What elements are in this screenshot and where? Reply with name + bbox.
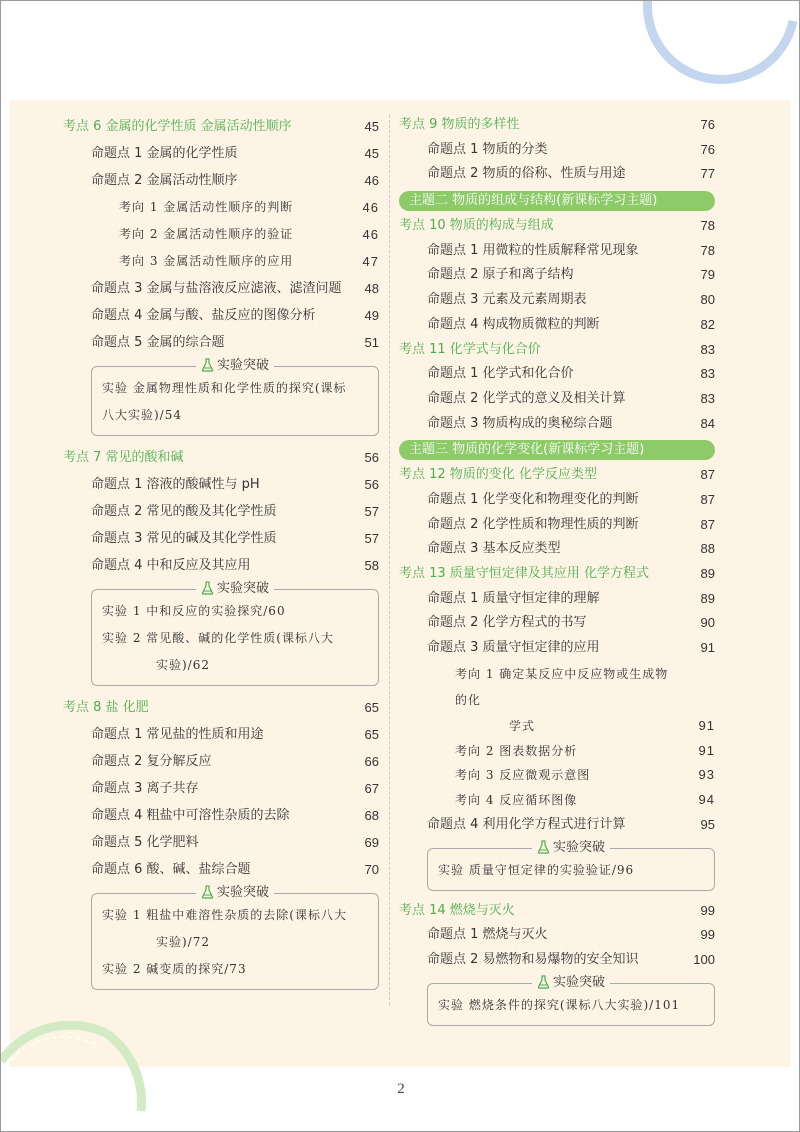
page-number-ref: 94 bbox=[698, 792, 715, 808]
toc-proposition-point-title: 命题点 2 易燃物和易爆物的安全知识 bbox=[427, 951, 639, 967]
experiment-box-title bbox=[532, 974, 610, 992]
experiment-box-title-text: 实验突破 bbox=[552, 839, 606, 855]
page-number-ref: 57 bbox=[364, 531, 379, 546]
page-number-ref: 65 bbox=[364, 700, 379, 715]
toc-proposition-point[interactable] bbox=[399, 636, 715, 661]
page-number-ref: 83 bbox=[700, 366, 715, 382]
toc-proposition-point-title: 命题点 3 质量守恒定律的应用 bbox=[427, 640, 600, 656]
toc-proposition-point-title: 命题点 1 用微粒的性质解释常见现象 bbox=[427, 242, 639, 258]
toc-proposition-point[interactable] bbox=[399, 611, 715, 636]
toc-proposition-point-title: 命题点 3 金属与盐溶液反应滤液、滤渣问题 bbox=[91, 281, 342, 296]
flask-icon bbox=[201, 581, 214, 595]
toc-right-column bbox=[399, 113, 715, 1034]
page-number-ref: 46 bbox=[362, 227, 379, 242]
toc-left-column bbox=[63, 113, 379, 998]
page-number-ref: 89 bbox=[700, 566, 715, 581]
toc-proposition-point[interactable] bbox=[399, 288, 715, 313]
page-number-ref: 58 bbox=[364, 558, 379, 573]
toc-proposition-point[interactable] bbox=[399, 923, 715, 948]
toc-direction-title: 考向 4 反应循环图像 bbox=[455, 793, 578, 808]
flask-icon bbox=[537, 840, 550, 854]
experiment-entry[interactable]: 实验 2 碱变质的探究/73 bbox=[102, 962, 247, 976]
page-number-ref: 45 bbox=[364, 146, 379, 161]
page-number-ref: 65 bbox=[364, 727, 379, 742]
toc-proposition-point-title: 命题点 4 构成物质微粒的判断 bbox=[427, 316, 600, 332]
toc-proposition-point-title: 命题点 1 化学式和化合价 bbox=[427, 366, 574, 382]
experiment-box-title-text: 实验突破 bbox=[216, 358, 270, 373]
toc-proposition-point[interactable] bbox=[63, 775, 379, 802]
toc-exam-point[interactable] bbox=[63, 113, 379, 140]
experiment-entry[interactable]: 实验 质量守恒定律的实验验证/96 bbox=[438, 862, 635, 877]
page-number-ref: 77 bbox=[700, 166, 715, 182]
experiment-box-title-text: 实验突破 bbox=[216, 885, 270, 900]
toc-direction-title: 考向 1 确定某反应中反应物或生成物的化 bbox=[455, 666, 669, 707]
page-number-ref: 70 bbox=[364, 862, 379, 877]
page-number-ref: 46 bbox=[364, 173, 379, 188]
toc-exam-point-title: 考点 6 金属的化学性质 金属活动性顺序 bbox=[63, 119, 292, 134]
toc-exam-point-title: 考点 7 常见的酸和碱 bbox=[63, 450, 184, 465]
toc-proposition-point-title: 命题点 1 常见盐的性质和用途 bbox=[91, 727, 264, 742]
toc-proposition-point[interactable] bbox=[399, 313, 715, 338]
toc-proposition-point-title: 命题点 3 物质构成的奥秘综合题 bbox=[427, 415, 613, 431]
toc-proposition-point-title: 命题点 2 复分解反应 bbox=[91, 754, 212, 769]
page-number-ref: 45 bbox=[364, 119, 379, 134]
toc-proposition-point[interactable] bbox=[63, 498, 379, 525]
toc-proposition-point[interactable] bbox=[63, 721, 379, 748]
decorative-circle-top-right bbox=[631, 0, 800, 91]
toc-exam-point-title: 考点 13 质量守恒定律及其应用 化学方程式 bbox=[399, 566, 649, 581]
toc-proposition-point[interactable] bbox=[63, 140, 379, 167]
toc-exam-point-title: 考点 9 物质的多样性 bbox=[399, 117, 520, 132]
section-banner: 主题二 物质的组成与结构(新课标学习主题) bbox=[399, 191, 715, 211]
page-number-ref: 56 bbox=[364, 450, 379, 465]
toc-proposition-point-title: 命题点 4 利用化学方程式进行计算 bbox=[427, 816, 626, 832]
toc-proposition-point-title: 命题点 2 常见的酸及其化学性质 bbox=[91, 504, 277, 519]
toc-proposition-point[interactable] bbox=[399, 263, 715, 288]
toc-proposition-point[interactable] bbox=[399, 813, 715, 838]
page-number-ref: 51 bbox=[364, 335, 379, 350]
toc-proposition-point-title: 命题点 1 物质的分类 bbox=[427, 141, 548, 157]
experiment-entry[interactable]: 实验 1 粗盐中难溶性杂质的去除(课标八大 bbox=[102, 908, 347, 922]
toc-proposition-point[interactable] bbox=[399, 138, 715, 163]
page-number-ref: 87 bbox=[700, 467, 715, 483]
toc-exam-point-title: 考点 10 物质的构成与组成 bbox=[399, 218, 554, 234]
page-number-ref: 93 bbox=[698, 767, 715, 783]
page-number-ref: 89 bbox=[700, 590, 715, 606]
page-number-ref: 88 bbox=[700, 541, 715, 557]
toc-proposition-point-title: 命题点 2 化学方程式的书写 bbox=[427, 615, 587, 631]
flask-icon bbox=[201, 358, 214, 372]
flask-icon bbox=[201, 885, 214, 899]
page-number-ref: 100 bbox=[693, 951, 715, 967]
toc-proposition-point[interactable] bbox=[63, 748, 379, 775]
page-number-ref: 76 bbox=[700, 141, 715, 157]
page-number-ref: 68 bbox=[364, 808, 379, 823]
toc-direction-title: 考向 2 金属活动性顺序的验证 bbox=[119, 227, 294, 241]
toc-proposition-point-title: 命题点 1 燃烧与灭火 bbox=[427, 927, 548, 943]
toc-proposition-point[interactable] bbox=[63, 167, 379, 194]
toc-proposition-point[interactable] bbox=[63, 856, 379, 883]
page-number-ref: 99 bbox=[700, 927, 715, 943]
toc-proposition-point[interactable] bbox=[399, 362, 715, 387]
toc-direction[interactable] bbox=[63, 221, 379, 248]
toc-proposition-point[interactable] bbox=[63, 275, 379, 302]
toc-exam-point[interactable] bbox=[399, 338, 715, 363]
page-number-ref: 95 bbox=[700, 816, 715, 832]
toc-proposition-point-title: 命题点 3 常见的碱及其化学性质 bbox=[91, 531, 277, 546]
toc-proposition-point-title: 命题点 2 原子和离子结构 bbox=[427, 267, 574, 283]
page-number-ref: 91 bbox=[698, 742, 715, 758]
page-number-ref: 46 bbox=[362, 200, 379, 215]
toc-exam-point-title: 考点 8 盐 化肥 bbox=[63, 700, 149, 715]
toc-proposition-point-title: 命题点 3 基本反应类型 bbox=[427, 541, 561, 557]
toc-proposition-point[interactable] bbox=[399, 948, 715, 973]
column-divider bbox=[389, 115, 390, 1005]
experiment-entry[interactable]: 实验 2 常见酸、碱的化学性质(课标八大 bbox=[102, 631, 334, 645]
toc-proposition-point[interactable] bbox=[63, 302, 379, 329]
toc-exam-point[interactable] bbox=[399, 562, 715, 587]
page-number-ref: 91 bbox=[700, 640, 715, 656]
toc-proposition-point[interactable] bbox=[399, 162, 715, 187]
toc-exam-point[interactable] bbox=[399, 113, 715, 138]
page-number-ref: 90 bbox=[700, 615, 715, 631]
toc-proposition-point-title: 命题点 2 化学性质和物理性质的判断 bbox=[427, 516, 639, 532]
toc-proposition-point[interactable] bbox=[399, 513, 715, 538]
toc-exam-point[interactable] bbox=[63, 444, 379, 471]
experiment-box-title-text: 实验突破 bbox=[216, 581, 270, 596]
page-number-ref: 49 bbox=[364, 308, 379, 323]
page-number-ref: 82 bbox=[700, 316, 715, 332]
toc-exam-point-title: 考点 14 燃烧与灭火 bbox=[399, 902, 515, 918]
toc-direction[interactable] bbox=[399, 739, 715, 764]
experiment-box-title-text: 实验突破 bbox=[552, 974, 606, 990]
toc-proposition-point-title: 命题点 1 金属的化学性质 bbox=[91, 146, 238, 161]
experiment-entry[interactable]: 实验 1 中和反应的实验探究/60 bbox=[102, 604, 286, 618]
toc-proposition-point-title: 命题点 5 化学肥料 bbox=[91, 835, 199, 850]
toc-direction-title: 考向 3 反应微观示意图 bbox=[455, 768, 591, 783]
toc-proposition-point[interactable] bbox=[399, 488, 715, 513]
page-number-ref: 87 bbox=[700, 491, 715, 507]
toc-proposition-point-title: 命题点 1 质量守恒定律的理解 bbox=[427, 590, 600, 606]
page-number-ref: 78 bbox=[700, 242, 715, 258]
toc-direction[interactable] bbox=[63, 194, 379, 221]
page-number-ref: 57 bbox=[364, 504, 379, 519]
page-number-ref: 78 bbox=[700, 218, 715, 234]
toc-direction-title-continued: 学式 bbox=[509, 718, 536, 733]
experiment-entry[interactable]: 实验 燃烧条件的探究(课标八大实验)/101 bbox=[438, 997, 681, 1012]
toc-direction[interactable] bbox=[399, 763, 715, 788]
page-number-ref: 84 bbox=[700, 415, 715, 431]
toc-proposition-point[interactable] bbox=[399, 412, 715, 437]
toc-proposition-point-title: 命题点 6 酸、碱、盐综合题 bbox=[91, 862, 251, 877]
experiment-box-title bbox=[196, 357, 274, 375]
toc-direction[interactable] bbox=[63, 248, 379, 275]
page-number-ref: 76 bbox=[700, 117, 715, 132]
toc-proposition-point-title: 命题点 3 离子共存 bbox=[91, 781, 199, 796]
toc-proposition-point[interactable] bbox=[63, 829, 379, 856]
page-number-ref: 69 bbox=[364, 835, 379, 850]
toc-proposition-point-title: 命题点 2 化学式的意义及相关计算 bbox=[427, 390, 626, 406]
toc-proposition-point[interactable] bbox=[399, 387, 715, 412]
toc-proposition-point-title: 命题点 2 物质的俗称、性质与用途 bbox=[427, 166, 626, 182]
experiment-entry[interactable]: 实验)/62 bbox=[156, 658, 210, 672]
toc-proposition-point[interactable] bbox=[63, 329, 379, 356]
experiment-box bbox=[427, 974, 715, 1026]
toc-direction-title: 考向 3 金属活动性顺序的应用 bbox=[119, 254, 294, 268]
toc-proposition-point-title: 命题点 4 中和反应及其应用 bbox=[91, 558, 251, 573]
page-number-ref: 79 bbox=[700, 267, 715, 283]
experiment-box bbox=[91, 885, 379, 990]
experiment-entry[interactable]: 八大实验)/54 bbox=[102, 408, 182, 422]
toc-direction-title: 考向 1 金属活动性顺序的判断 bbox=[119, 200, 294, 214]
page-number: 2 bbox=[397, 1081, 405, 1097]
page-number-ref: 48 bbox=[364, 281, 379, 296]
page-number-ref: 80 bbox=[700, 292, 715, 308]
page-number-ref: 56 bbox=[364, 477, 379, 492]
experiment-box-title bbox=[196, 884, 274, 902]
toc-proposition-point[interactable] bbox=[399, 239, 715, 264]
toc-proposition-point[interactable] bbox=[63, 525, 379, 552]
toc-exam-point[interactable] bbox=[399, 899, 715, 924]
page-number-ref: 83 bbox=[700, 341, 715, 357]
experiment-box bbox=[427, 839, 715, 891]
toc-proposition-point-title: 命题点 5 金属的综合题 bbox=[91, 335, 225, 350]
experiment-box-title bbox=[532, 839, 610, 857]
toc-proposition-point-title: 命题点 4 粗盐中可溶性杂质的去除 bbox=[91, 808, 290, 823]
page-number-ref: 66 bbox=[364, 754, 379, 769]
page-number-ref: 91 bbox=[698, 717, 715, 733]
section-banner: 主题三 物质的化学变化(新课标学习主题) bbox=[399, 440, 715, 460]
page-number-ref: 67 bbox=[364, 781, 379, 796]
experiment-box-title bbox=[196, 580, 274, 598]
toc-exam-point[interactable] bbox=[63, 694, 379, 721]
toc-proposition-point-title: 命题点 1 溶液的酸碱性与 pH bbox=[91, 477, 260, 492]
page-number-ref: 99 bbox=[700, 902, 715, 918]
toc-proposition-point-title: 命题点 2 金属活动性顺序 bbox=[91, 173, 238, 188]
toc-proposition-point[interactable] bbox=[399, 537, 715, 562]
toc-proposition-point-title: 命题点 1 化学变化和物理变化的判断 bbox=[427, 491, 639, 507]
flask-icon bbox=[537, 975, 550, 989]
experiment-entry[interactable]: 实验)/72 bbox=[156, 935, 210, 949]
toc-exam-point-title: 考点 11 化学式与化合价 bbox=[399, 341, 541, 357]
toc-proposition-point[interactable] bbox=[63, 471, 379, 498]
toc-proposition-point[interactable] bbox=[399, 587, 715, 612]
page-number-ref: 87 bbox=[700, 516, 715, 532]
page-number-ref: 47 bbox=[362, 254, 379, 269]
toc-direction-title: 考向 2 图表数据分析 bbox=[455, 743, 578, 758]
toc-proposition-point-title: 命题点 3 元素及元素周期表 bbox=[427, 292, 587, 308]
toc-exam-point[interactable] bbox=[399, 214, 715, 239]
toc-exam-point-title: 考点 12 物质的变化 化学反应类型 bbox=[399, 467, 597, 483]
page-number-ref: 83 bbox=[700, 390, 715, 406]
toc-proposition-point[interactable] bbox=[63, 802, 379, 829]
toc-proposition-point[interactable] bbox=[63, 552, 379, 579]
decorative-circle-bottom-left bbox=[1, 1021, 151, 1132]
toc-direction[interactable] bbox=[399, 661, 715, 739]
experiment-box bbox=[91, 358, 379, 436]
toc-direction[interactable] bbox=[399, 788, 715, 813]
toc-proposition-point-title: 命题点 4 金属与酸、盐反应的图像分析 bbox=[91, 308, 316, 323]
experiment-entry[interactable]: 实验 金属物理性质和化学性质的探究(课标 bbox=[102, 381, 347, 395]
toc-exam-point[interactable] bbox=[399, 463, 715, 488]
experiment-box bbox=[91, 581, 379, 686]
